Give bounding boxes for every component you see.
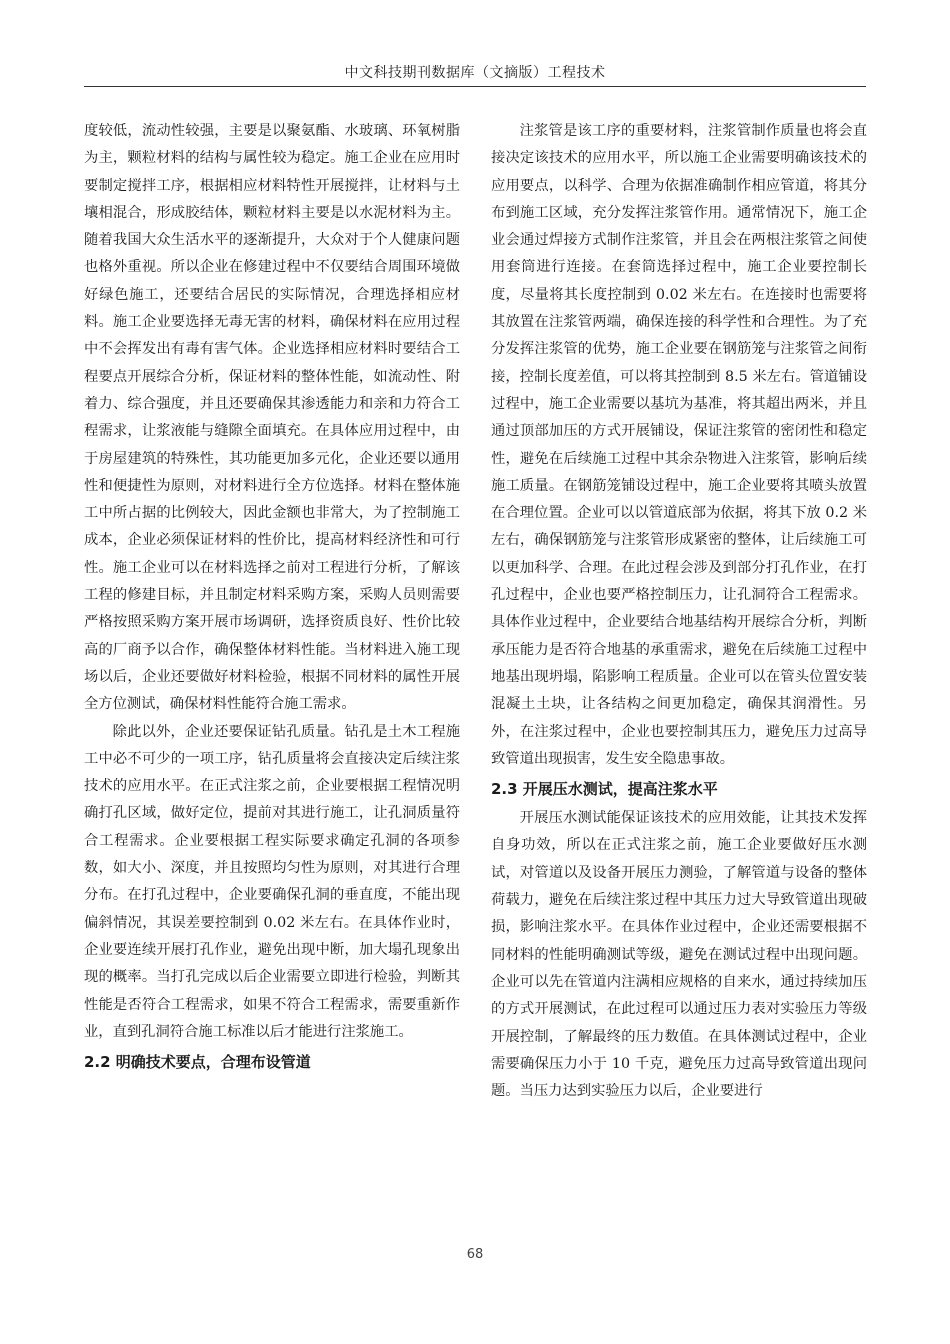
running-head: 中文科技期刊数据库（文摘版）工程技术 <box>344 65 606 81</box>
right-paragraph-1: 注浆管是该工序的重要材料，注浆管制作质量也将会直接决定该技术的应用水平，所以施工企业需要明确该技术的应用要点，以科学、合理为依据准确制作相应管道，将其分布到施工区域，充分发挥注浆管作用。通常情况下，施工企业会通过焊接方式制作注浆管，并且会在两根注浆管之间使用套筒进行连接。在套筒选择过程中，施工企业要控制长度，尽量将其长度控制到 0.02 米左右。在连接时也需要将其放置在注浆管两端，确保连接的科学性和合理性。为了充分发挥注浆管的优势，施工企业要在钢筋笼与注浆管之间衔接，控制长度差值，可以将其控制到 8.5 米左右。管道铺设过程中，施工企业需要以基坑为基准，将其超出两米，并且通过顶部加压的方式开展铺设，保证注浆管的密闭性和稳定性，避免在后续施工过程中其余杂物进入注浆管，影响后续施工质量。在钢筋笼铺设过程中，施工企业要将其喷头放置在合理位置。企业可以以管道底部为依据，将其下放 0.2 米左右，确保钢筋笼与注浆管形成紧密的整体，让后续施工可以更加科学、合理。在此过程会涉及到部分打孔作业，在打孔过程中，企业也要严格控制压力，让孔洞符合工程需求。具体作业过程中，企业要结合地基结构开展综合分析，判断承压能力是否符合地基的承重需求，避免在后续施工过程中地基出现坍塌，陷影响工程质量。企业可以在管头位置安装混凝土土块，让各结构之间更加稳定，确保其润滑性。另外，在注浆过程中，企业也要控制其压力，避免压力过高导致管道出现损害，发生安全隐患事故。 <box>491 123 867 767</box>
header-rule <box>84 86 866 87</box>
right-paragraph-2: 开展压水测试能保证该技术的应用效能，让其技术发挥自身功效，所以在正式注浆之前，施工企业要做好压水测试，对管道以及设备开展压力测验，了解管道与设备的整体荷载力，避免在后续注浆过程中其压力过大导致管道出现破损，影响注浆水平。在具体作业过程中，企业还需要根据不同材料的性能明确测试等级，避免在测试过程中出现问题。企业可以先在管道内注满相应规格的自来水，通过持续加压的方式开展测试，在此过程可以通过压力表对实验压力等级开展控制，了解最终的压力数值。在具体测试过程中，企业需要确保压力小于 10 千克，避免压力过高导致管道出现问题。当压力达到实验压力以后，企业要进行 <box>491 810 867 1100</box>
section-heading-2-3: 2.3 开展压水测试，提高注浆水平 <box>491 780 718 799</box>
right-column <box>491 118 867 1105</box>
left-paragraph-1: 度较低，流动性较强，主要是以聚氨酯、水玻璃、环氧树脂为主，颗粒材料的结构与属性较为稳定。施工企业在应用时要制定搅拌工序，根据相应材料特性开展搅拌，让材料与土壤相混合，形成胶结体，颗粒材料主要是以水泥材料为主。随着我国大众生活水平的逐渐提升，大众对于个人健康问题也格外重视。所以企业在修建过程中不仅要结合周围环境做好绿色施工，还要结合居民的实际情况，合理选择相应材料。施工企业要选择无毒无害的材料，确保材料在应用过程中不会挥发出有毒有害气体。企业选择相应材料时要结合工程要点开展综合分析，保证材料的整体性能，如流动性、附着力、综合强度，并且还要确保其渗透能力和亲和力符合工程需求，让浆液能与缝隙全面填充。在具体应用过程中，由于房屋建筑的特殊性，其功能更加多元化，企业还要以通用性和便捷性为原则，对材料进行全方位选择。材料在整体施工中所占据的比例较大，因此金额也非常大，为了控制施工成本，企业必须保证材料的性价比，提高材料经济性和可行性。施工企业可以在材料选择之前对工程进行分析，了解该工程的修建目标，并且制定材料采购方案，采购人员则需要严格按照采购方案开展市场调研，选择资质良好、性价比较高的厂商予以合作，确保整体材料性能。当材料进入施工现场以后，企业还要做好材料检验，根据不同材料的属性开展全方位测试，确保材料性能符合施工需求。 <box>84 123 460 713</box>
section-heading-2-2: 2.2 明确技术要点，合理布设管道 <box>84 1053 311 1072</box>
page-number: 68 <box>466 1247 484 1262</box>
left-column <box>84 118 460 1078</box>
left-paragraph-2: 除此以外，企业还要保证钻孔质量。钻孔是土木工程施工中必不可少的一项工序，钻孔质量将会直接决定后续注浆技术的应用水平。在正式注浆之前，企业要根据工程情况明确打孔区域，做好定位，提前对其进行施工，让孔洞质量符合工程需求。企业要根据工程实际要求确定孔洞的各项参数，如大小、深度，并且按照均匀性为原则，对其进行合理分布。在打孔过程中，企业要确保孔洞的垂直度，不能出现偏斜情况，其误差要控制到 0.02 米左右。在具体作业时，企业要连续开展打孔作业，避免出现中断，加大塌孔现象出现的概率。当打孔完成以后企业需要立即进行检验，判断其性能是否符合工程需求，如果不符合工程需求，需要重新作业，直到孔洞符合施工标准以后才能进行注浆施工。 <box>84 723 460 1040</box>
